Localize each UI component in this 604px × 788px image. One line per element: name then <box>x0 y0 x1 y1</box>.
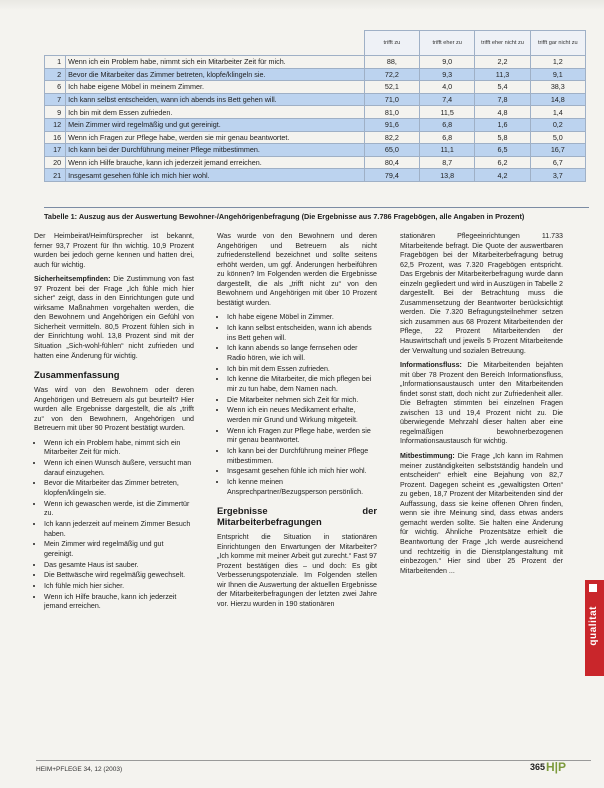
row-value: 7,8 <box>475 93 530 106</box>
row-value: 1,6 <box>475 118 530 131</box>
journal-logo: H|P <box>546 760 567 774</box>
paragraph: Was wird von den Bewohnern oder deren Angehörigen und Betreuern als gut beurteilt? Hier wurden alle Ergebnisse dargestellt, die als „trifft zu“ von den Bewohnern, Angehörigen und Betreuern mit über 90 Prozent bestätigt wurden. <box>34 386 194 433</box>
section-heading: Ergebnisse der Mitarbeiterbefragungen <box>217 505 377 528</box>
row-value: 11,5 <box>420 106 475 119</box>
list-item: • Die Mitarbeiter nehmen sich Zeit für mich. <box>227 396 377 406</box>
row-statement: Wenn ich ein Problem habe, nimmt sich ein Mitarbeiter Zeit für mich. <box>66 56 365 69</box>
bullet-list <box>34 439 194 612</box>
list-item: • Ich habe eigene Möbel in Zimmer. <box>227 313 377 323</box>
row-value: 3,7 <box>530 169 585 182</box>
table-row <box>45 81 586 94</box>
row-value: 6,8 <box>420 118 475 131</box>
list-item: • Ich kann jederzeit auf meinem Zimmer Besuch haben. <box>44 520 194 539</box>
list-item: • Wenn ich Fragen zur Pflege habe, werden sie mir genau beantwortet. <box>227 427 377 446</box>
row-statement: Wenn ich Fragen zur Pflege habe, werden sie mir genau beantwortet. <box>66 131 365 144</box>
list-item: • Ich bin mit dem Essen zufrieden. <box>227 365 377 375</box>
row-value: 8,7 <box>420 156 475 169</box>
table-caption: Tabelle 1: Auszug aus der Auswertung Bewohner-/Angehörigenbefragung (Die Ergebnisse aus 7.786 Fragebögen, alle Angaben in Prozent) <box>44 212 525 221</box>
section-heading: Zusammenfassung <box>34 369 120 381</box>
header-trifft-eher-zu: trifft eher zu <box>420 31 475 56</box>
row-value: 2,2 <box>475 56 530 69</box>
list-item: • Insgesamt gesehen fühle ich mich hier wohl. <box>227 467 377 477</box>
row-number: 17 <box>45 144 66 157</box>
row-value: 82,2 <box>364 131 419 144</box>
table-row <box>45 131 586 144</box>
row-statement: Bevor die Mitarbeiter das Zimmer betreten, klopfe/klingeln sie. <box>66 68 365 81</box>
caption-rule <box>44 207 589 208</box>
row-value: 9,0 <box>420 56 475 69</box>
paragraph: Sicherheitsempfinden: Die Zustimmung von fast 97 Prozent bei der Frage „Ich fühle mich hier sicher“ zeigt, dass in den Einrichtungen gute und wirksame Maßnahmen vorgehalten werden, die den Bewohnern und Angehörigen ein Gefühl von Sicherheit vermitteln. 80,5 Prozent fühlen sich in der Einrichtung wohl. 13,8 Prozent sind mit der Situation „Sich-wohl-fühlen“ nicht zufrieden und hatten eine Änderung für wichtig. <box>34 275 194 360</box>
section-tab <box>585 580 604 676</box>
row-statement: Ich habe eigene Möbel in meinem Zimmer. <box>66 81 365 94</box>
row-value: 38,3 <box>530 81 585 94</box>
row-statement: Mein Zimmer wird regelmäßig und gut gereinigt. <box>66 118 365 131</box>
paragraph: stationären Pflegeeinrichtungen 11.733 Mitarbeitende befragt. Die Quote der auswertbaren Fragebögen bei der Mitarbeiterbefragung betrug 62,5 Prozent, was 7.320 Fragebögen entspricht. Das Ergebnis der Mitarbeiterbefragung wurde dann einzeln gegliedert und wird in Auszügen in Tabelle 2 dargestellt. Bei der Betrachtung muss die Zusammensetzung der Beantworter berücksichtigt werden. Die 7.320 Befragungsteilnehmer setzen sich zusammen aus 68 Prozent Mitarbeitenden der Pflege, 22 Prozent Mitarbeitenden der Hauswirtschaft und jeweils 5 Prozent Mitarbeitende der Verwaltung und sozialen Betreuung. <box>400 232 563 355</box>
row-number: 7 <box>45 93 66 106</box>
table-body <box>45 56 586 182</box>
list-item: • Ich kann selbst entscheiden, wann ich abends ins Bett gehen will. <box>227 324 377 343</box>
row-value: 6,8 <box>420 131 475 144</box>
row-value: 11,3 <box>475 68 530 81</box>
row-value: 1,2 <box>530 56 585 69</box>
footer-citation: HEIM+PFLEGE 34, 12 (2003) <box>36 766 123 773</box>
row-number: 1 <box>45 56 66 69</box>
row-value: 81,0 <box>364 106 419 119</box>
row-value: 79,4 <box>364 169 419 182</box>
row-number: 12 <box>45 118 66 131</box>
list-item: • Wenn ich gewaschen werde, ist die Zimmertür zu. <box>44 500 194 519</box>
row-statement: Ich kann bei der Durchführung meiner Pflege mitbestimmen. <box>66 144 365 157</box>
row-number: 9 <box>45 106 66 119</box>
footer-rule <box>36 760 591 761</box>
paragraph: Mitbestimmung: Die Frage „Ich kann im Rahmen meiner zuständigkeiten selbstständig handeln und entscheiden“ erhielt eine Bejahung von 82,7 Prozent. Dagegen scheint es „gewaltigsten Orten“ zu geben, 18,7 Prozent der Mitarbeitenden sind der Auffassung, dass sie keine offenen Ohren finden, wenn sie ihre Meinung sind, dass etwas anders gemacht werden sollte. Sie halten eine Änderung für wichtig. Ähnliche Prozentsätze erhielt die Beantwortung der Frage „Ich werde ausreichend und rechtzeitig in die Dienstplangestaltung mit einbezogen.“ Hier sind über 25 Prozent der Mitarbeitenden ... <box>400 452 563 575</box>
row-statement: Insgesamt gesehen fühle ich mich hier wohl. <box>66 169 365 182</box>
row-number: 20 <box>45 156 66 169</box>
header-trifft-gar-nicht-zu: trifft gar nicht zu <box>530 31 585 56</box>
lead-term: Mitbestimmung: <box>400 452 455 461</box>
row-statement: Wenn ich Hilfe brauche, kann ich jederzeit jemand erreichen. <box>66 156 365 169</box>
row-value: 91,6 <box>364 118 419 131</box>
bullet-list <box>217 313 377 497</box>
list-item: • Ich kenne meinen Ansprechpartner/Bezugsperson persönlich. <box>227 478 377 497</box>
row-statement: Ich kann selbst entscheiden, wann ich abends ins Bett gehen will. <box>66 93 365 106</box>
row-value: 13,8 <box>420 169 475 182</box>
lead-term: Informationsfluss: <box>400 361 462 370</box>
list-item: • Die Bettwäsche wird regelmäßig gewechselt. <box>44 571 194 581</box>
table-header-row <box>45 31 586 56</box>
row-value: 5,0 <box>530 131 585 144</box>
row-value: 6,2 <box>475 156 530 169</box>
paragraph: Informationsfluss: Die Mitarbeitenden bejahten mit über 78 Prozent den Bereich Informationsfluss, „Informationsaustausch unter den Mitarbeitenden findet sonst statt, doch nicht zur Zufriedenheit aller. Die Befragten stimmten bei einzelnen Fragen zwischen 13 und 19,4 Prozent nicht zu. Die überwiegende Mehrzahl dieser halten aber eine regelmäßigen bewohnerbezogenen Informationsaustausch für wichtig. <box>400 361 563 446</box>
list-item: • Mein Zimmer wird regelmäßig und gut gereinigt. <box>44 540 194 559</box>
row-value: 16,7 <box>530 144 585 157</box>
paragraph: Entspricht die Situation in stationären Einrichtungen den Erwartungen der Mitarbeiter? „Ich komme mit meiner Arbeit gut zurecht.“ Fast 97 Prozent bestätigen dies – und doch: Es gibt Verbesserungspotenziale. Im Folgenden stellen wir Ihnen die Auswertung der aktuellen Ergebnisse der Mitarbeiterbefragungen der letzten zwei Jahre vor. Hierzu wurden in 190 stationären <box>217 533 377 608</box>
table-row <box>45 144 586 157</box>
row-value: 9,3 <box>420 68 475 81</box>
row-value: 9,1 <box>530 68 585 81</box>
paragraph: Der Heimbeirat/Heimfürsprecher ist bekannt, ferner 93,7 Prozent für Ihn wichtig. 10,9 Prozent wurden bei jedoch gerne kennen und hatten drei, auch für wichtig. <box>34 232 194 269</box>
row-value: 11,1 <box>420 144 475 157</box>
row-value: 5,4 <box>475 81 530 94</box>
row-value: 14,8 <box>530 93 585 106</box>
header-trifft-eher-nicht-zu: trifft eher nicht zu <box>475 31 530 56</box>
table-row <box>45 68 586 81</box>
table-row <box>45 56 586 69</box>
row-value: 1,4 <box>530 106 585 119</box>
table-row <box>45 93 586 106</box>
lead-term: Sicherheitsempfinden: <box>34 275 111 284</box>
row-value: 7,4 <box>420 93 475 106</box>
row-value: 4,8 <box>475 106 530 119</box>
row-statement: Ich bin mit dem Essen zufrieden. <box>66 106 365 119</box>
paragraph: Was wurde von den Bewohnern und deren Angehörigen und Betreuern als nicht zufriedenstellend bezeichnet und sollte seitens erhöht werden, um ggf. Änderungen herbeiführen zu können? Im Folgenden werden die Ergebnisse dargestellt, die als „trifft nicht zu“ von den Bewohnern und Angehörigen mit über 10 Prozent bestätigt wurden. <box>217 232 377 307</box>
table-row <box>45 106 586 119</box>
row-value: 52,1 <box>364 81 419 94</box>
table-row <box>45 169 586 182</box>
row-number: 16 <box>45 131 66 144</box>
list-item: • Bevor die Mitarbeiter das Zimmer betreten, klopfen/klingeln sie. <box>44 479 194 498</box>
row-value: 5,8 <box>475 131 530 144</box>
row-value: 6,7 <box>530 156 585 169</box>
row-number: 2 <box>45 68 66 81</box>
header-trifft-zu: trifft zu <box>364 31 419 56</box>
section-tab-label: qualitat <box>588 606 599 646</box>
list-item: • Wenn ich ein Problem habe, nimmt sich ein Mitarbeiter Zeit für mich. <box>44 439 194 458</box>
list-item: • Wenn ich ein neues Medikament erhalte, werden mir Grund und Wirkung mitgeteilt. <box>227 406 377 425</box>
row-number: 21 <box>45 169 66 182</box>
list-item: • Ich fühle mich hier sicher. <box>44 582 194 592</box>
page-number: 365 <box>530 762 546 772</box>
row-value: 65,0 <box>364 144 419 157</box>
list-item: • Wenn ich einen Wunsch äußere, versucht man darauf einzugehen. <box>44 459 194 478</box>
row-value: 4,0 <box>420 81 475 94</box>
row-value: 0,2 <box>530 118 585 131</box>
page-top-edge <box>0 0 604 10</box>
row-value: 4,2 <box>475 169 530 182</box>
table-row <box>45 156 586 169</box>
list-item: • Wenn ich Hilfe brauche, kann ich jederzeit jemand erreichen. <box>44 593 194 612</box>
row-value: 72,2 <box>364 68 419 81</box>
row-number: 6 <box>45 81 66 94</box>
list-item: • Ich kenne die Mitarbeiter, die mich pflegen bei mir zu tun habe, dem Namen nach. <box>227 375 377 394</box>
column-1 <box>34 232 194 616</box>
results-table <box>44 30 586 182</box>
list-item: • Das gesamte Haus ist sauber. <box>44 561 194 571</box>
row-value: 71,0 <box>364 93 419 106</box>
column-2 <box>217 232 377 614</box>
row-value: 80,4 <box>364 156 419 169</box>
list-item: • Ich kann bei der Durchführung meiner Pflege mitbestimmen. <box>227 447 377 466</box>
list-item: • Ich kann abends so lange fernsehen oder Radio hören, wie ich will. <box>227 344 377 363</box>
square-icon <box>589 584 597 592</box>
row-value: 6,5 <box>475 144 530 157</box>
row-value: 88, <box>364 56 419 69</box>
column-3 <box>400 232 563 581</box>
table-row <box>45 118 586 131</box>
